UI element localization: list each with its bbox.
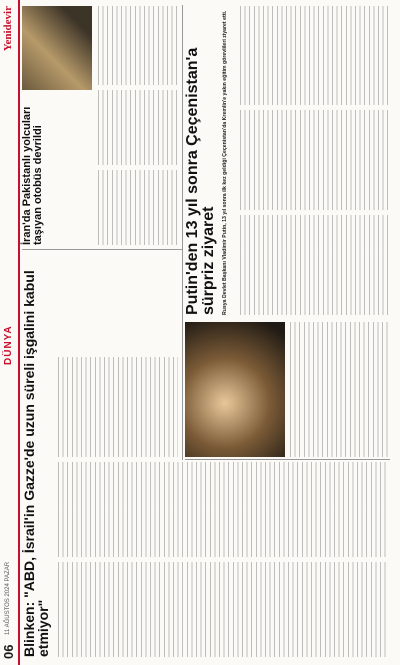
putin-caption-body bbox=[290, 322, 388, 457]
putin-body bbox=[240, 215, 388, 315]
iran-body-3 bbox=[98, 6, 178, 85]
masthead bbox=[0, 0, 20, 665]
blinken-body-2 bbox=[58, 462, 388, 557]
section-title: DÜNYA bbox=[3, 325, 14, 365]
divider bbox=[22, 249, 182, 250]
blinken-headline: Blinken: "ABD, İsrail'in Gazze'de uzun süreli işgalini kabul etmiyor" bbox=[21, 270, 51, 657]
blinken-body-3 bbox=[58, 357, 178, 457]
putin-body-2 bbox=[240, 110, 388, 210]
page-number: 06 bbox=[1, 644, 16, 659]
divider bbox=[185, 459, 390, 460]
putin-body-3 bbox=[240, 6, 388, 105]
putin-subhead: Rusya Devlet Başkanı Vladimir Putin, 13 yıl sonra ilk kez geldiği Çeçenistan'da Kremlin'e yakın eğitim görevlileri ziyaret etti. bbox=[222, 10, 228, 315]
iran-body bbox=[98, 170, 178, 245]
putin-headline: Putin'den 13 yıl sonra Çeçenistan'a sürpriz ziyaret bbox=[184, 47, 217, 315]
iran-headline: İran'da Pakistanlı yolcuları taşıyan otobüs devrildi bbox=[21, 106, 44, 245]
issue-date: 11 AĞUSTOS 2024 PAZAR bbox=[5, 561, 11, 635]
newspaper-logo: Yenidevir bbox=[2, 6, 14, 52]
divider bbox=[182, 5, 183, 460]
iran-body-2 bbox=[98, 90, 178, 165]
iran-bus-photo bbox=[22, 6, 92, 90]
blinken-body bbox=[58, 562, 388, 657]
putin-photo bbox=[185, 322, 285, 457]
